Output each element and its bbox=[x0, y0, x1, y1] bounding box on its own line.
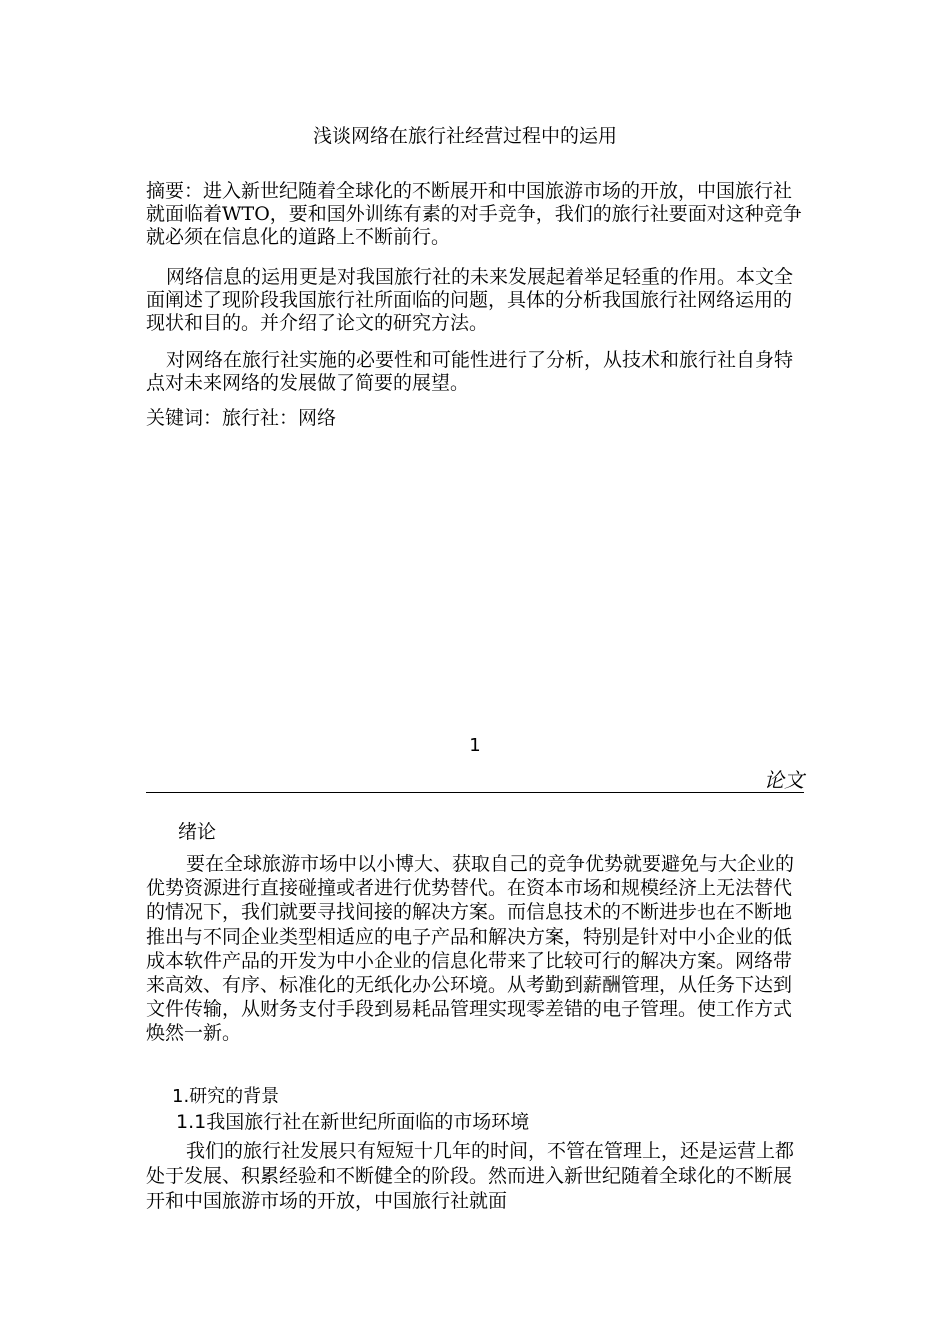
keywords-value: 旅行社：网络 bbox=[222, 407, 337, 429]
keywords-label: 关键词： bbox=[146, 407, 223, 429]
abstract-label: 摘要： bbox=[146, 180, 204, 202]
running-header: 论文 bbox=[764, 768, 804, 792]
abstract-text-1: 进入新世纪随着全球化的不断展开和中国旅游市场的开放，中国旅行社就面临着WTO，要和国外训练有素的对手竞争，我们的旅行社要面对这种竞争就必须在信息化的道路上不断前行。 bbox=[146, 180, 802, 248]
section-1-1-text: 我们的旅行社发展只有短短十几年的时间，不管在管理上，还是运营上都处于发展、积累经验和不断健全的阶段。然而进入新世纪随着全球化的不断展开和中国旅游市场的开放，中国旅行社就面 bbox=[146, 1140, 795, 1212]
section-1-1-heading: 1.1我国旅行社在新世纪所面临的市场环境 bbox=[176, 1111, 530, 1133]
keywords-line bbox=[146, 407, 808, 430]
abstract-paragraph-1 bbox=[146, 180, 808, 249]
page-number: 1 bbox=[469, 735, 481, 756]
section-1-heading: 1.研究的背景 bbox=[172, 1086, 280, 1107]
intro-heading: 绪论 bbox=[178, 821, 217, 843]
document-title: 浅谈网络在旅行社经营过程中的运用 bbox=[312, 125, 617, 147]
abstract-text-2: 网络信息的运用更是对我国旅行社的未来发展起着举足轻重的作用。本文全面阐述了现阶段我国旅行社所面临的问题，具体的分析我国旅行社网络运用的现状和目的。并介绍了论文的研究方法。 bbox=[146, 266, 794, 334]
section-1-1-paragraph bbox=[146, 1139, 808, 1214]
intro-text: 要在全球旅游市场中以小博大、获取自己的竞争优势就要避免与大企业的优势资源进行直接碰撞或者进行优势替代。在资本市场和规模经济上无法替代的情况下，我们就要寻找间接的解决方案。而信息技术的不断进步也在不断地推出与不同企业类型相适应的电子产品和解决方案，特别是针对中小企业的低成本软件产品的开发为中小企业的信息化带来了比较可行的解决方案。网络带来高效、有序、标准化的无纸化办公环境。从考勤到薪酬管理，从任务下达到文件传输，从财务支付手段到易耗品管理实现零差错的电子管理。使工作方式焕然一新。 bbox=[146, 853, 795, 1045]
abstract-paragraph-2 bbox=[146, 266, 808, 335]
header-rule bbox=[146, 792, 804, 793]
intro-paragraph bbox=[146, 852, 808, 1046]
abstract-text-3: 对网络在旅行社实施的必要性和可能性进行了分析，从技术和旅行社自身特点对未来网络的发展做了简要的展望。 bbox=[146, 349, 794, 394]
abstract-paragraph-3 bbox=[146, 349, 808, 395]
